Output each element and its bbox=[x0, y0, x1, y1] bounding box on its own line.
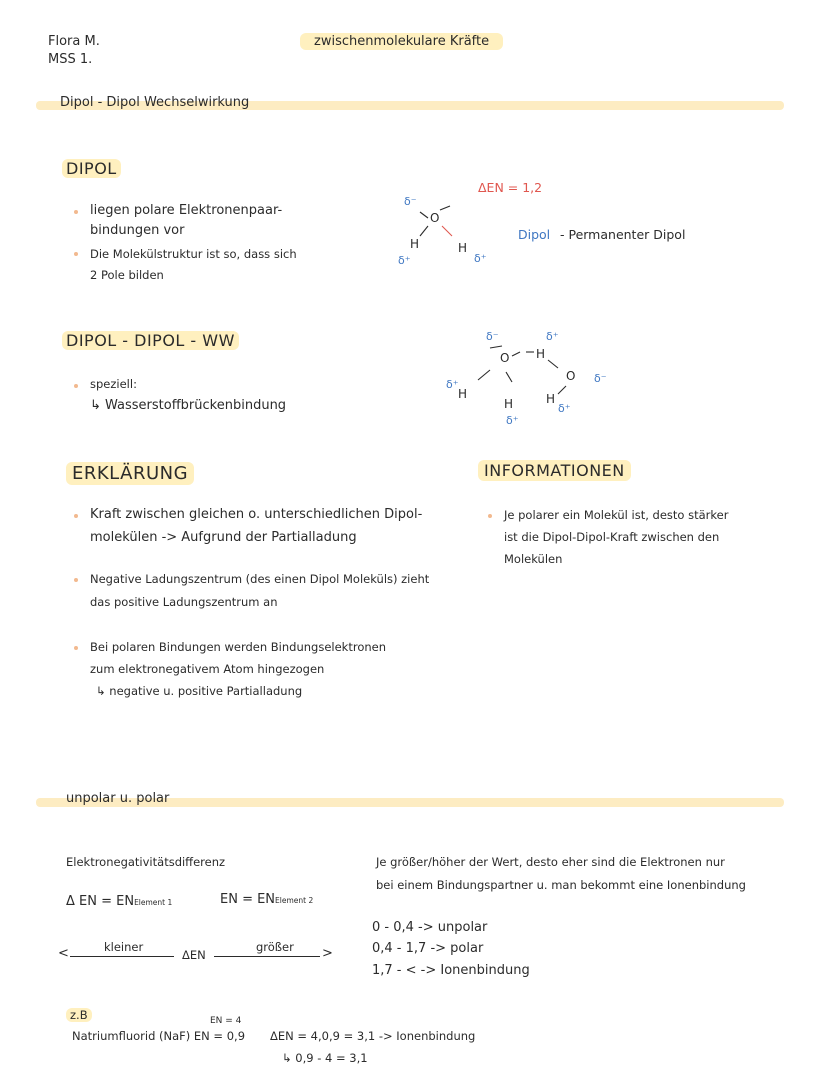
hydrogen-atom: H bbox=[536, 347, 546, 361]
example-calc: ΔEN = 4,0,9 = 3,1 -> Ionenbindung bbox=[270, 1029, 476, 1043]
course-label: MSS 1. bbox=[48, 52, 93, 67]
bullet bbox=[74, 514, 78, 518]
example-label: z.B bbox=[66, 1008, 92, 1022]
delta-minus-symbol: δ⁻ bbox=[486, 330, 499, 343]
dipol-bullet1-line1: liegen polare Elektronenpaar- bbox=[90, 203, 283, 218]
range-row: 0 - 0,4 -> unpolar bbox=[372, 920, 488, 935]
heading-erklaerung: ERKLÄRUNG bbox=[66, 462, 194, 485]
bullet bbox=[74, 384, 78, 388]
oxygen-atom: O bbox=[566, 369, 576, 383]
dipol-description: - Permanenter Dipol bbox=[560, 227, 686, 242]
scale-label-en: ΔEN bbox=[182, 948, 206, 962]
delta-plus-symbol: δ⁺ bbox=[546, 330, 559, 343]
oxygen-atom: O bbox=[500, 351, 510, 365]
erklaerung-b3-line2: zum elektronegativem Atom hingezogen bbox=[90, 662, 325, 676]
formula-en: EN = ENElement 2 bbox=[220, 892, 314, 907]
heading-informationen: INFORMATIONEN bbox=[478, 460, 631, 481]
page-title: zwischenmolekulare Kräfte bbox=[300, 33, 503, 50]
example-calc2: ↳ 0,9 - 4 = 3,1 bbox=[282, 1051, 368, 1065]
water-molecule-pair bbox=[446, 330, 607, 427]
delta-plus-symbol: δ⁺ bbox=[506, 414, 519, 427]
info-line3: Molekülen bbox=[504, 552, 563, 566]
heading-dipol: DIPOL bbox=[62, 159, 121, 178]
scale-label-smaller: kleiner bbox=[104, 940, 144, 954]
ddww-arrow-line: ↳ Wasserstoffbrückenbindung bbox=[90, 398, 287, 413]
oxygen-atom: O bbox=[430, 211, 440, 225]
section-title-dipol-ww: Dipol - Dipol Wechselwirkung bbox=[60, 95, 250, 110]
en-difference: ΔEN = 1,2 bbox=[478, 180, 543, 195]
formula-delta-en: Δ EN = ENElement 1 bbox=[66, 894, 173, 909]
author-name: Flora M. bbox=[48, 34, 100, 49]
section-title-unpolar-polar: unpolar u. polar bbox=[66, 791, 170, 806]
delta-minus-symbol: δ⁻ bbox=[404, 195, 417, 208]
hydrogen-atom: H bbox=[546, 392, 556, 406]
formula-subscript: Element 1 bbox=[134, 898, 173, 907]
erklaerung-b1-line2: molekülen -> Aufgrund der Partialladung bbox=[90, 530, 357, 545]
en-note-line2: bei einem Bindungspartner u. man bekommt eine Ionenbindung bbox=[376, 878, 746, 892]
dipol-bullet1-line2: bindungen vor bbox=[90, 223, 185, 238]
en-heading: Elektronegativitätsdifferenz bbox=[66, 855, 226, 869]
bullet bbox=[488, 514, 492, 518]
example-en4: EN = 4 bbox=[210, 1016, 242, 1026]
dipol-bullet2-line1: Die Molekülstruktur ist so, dass sich bbox=[90, 247, 297, 261]
scale-arrow-right: > bbox=[322, 946, 333, 961]
erklaerung-b1-line1: Kraft zwischen gleichen o. unterschiedlichen Dipol- bbox=[90, 507, 423, 522]
delta-plus-symbol: δ⁺ bbox=[474, 252, 487, 265]
info-line1: Je polarer ein Molekül ist, desto stärker bbox=[504, 508, 729, 522]
delta-plus-symbol: δ⁺ bbox=[446, 378, 459, 391]
scale-line-right bbox=[214, 956, 320, 957]
ddww-bullet: speziell: bbox=[90, 377, 137, 391]
hydrogen-atom: H bbox=[458, 387, 468, 401]
erklaerung-b2-line1: Negative Ladungszentrum (des einen Dipol Moleküls) zieht bbox=[90, 572, 430, 586]
bullet bbox=[74, 578, 78, 582]
dipol-bullet2-line2: 2 Pole bilden bbox=[90, 268, 164, 282]
bullet bbox=[74, 646, 78, 650]
hydrogen-atom: H bbox=[410, 237, 420, 251]
delta-plus-symbol: δ⁺ bbox=[558, 402, 571, 415]
hydrogen-atom: H bbox=[504, 397, 514, 411]
dipol-label: Dipol bbox=[518, 227, 551, 242]
water-molecule-single bbox=[398, 195, 487, 267]
heading-dipol-dipol-ww: DIPOL - DIPOL - WW bbox=[62, 331, 239, 350]
example-main: Natriumfluorid (NaF) EN = 0,9 bbox=[72, 1029, 246, 1043]
delta-plus-symbol: δ⁺ bbox=[398, 254, 411, 267]
hydrogen-atom: H bbox=[458, 241, 468, 255]
erklaerung-b3-line3: ↳ negative u. positive Partialladung bbox=[96, 684, 303, 698]
scale-line-left bbox=[70, 956, 174, 957]
scale-arrow-left: < bbox=[58, 946, 69, 961]
erklaerung-b2-line2: das positive Ladungszentrum an bbox=[90, 595, 278, 609]
en-note-line1: Je größer/höher der Wert, desto eher sind die Elektronen nur bbox=[376, 855, 725, 869]
scale-label-larger: größer bbox=[256, 940, 294, 954]
range-row: 0,4 - 1,7 -> polar bbox=[372, 941, 484, 956]
range-row: 1,7 - < -> Ionenbindung bbox=[372, 963, 530, 978]
info-line2: ist die Dipol-Dipol-Kraft zwischen den bbox=[504, 530, 720, 544]
erklaerung-b3-line1: Bei polaren Bindungen werden Bindungselektronen bbox=[90, 640, 387, 654]
formula-subscript: Element 2 bbox=[275, 896, 314, 905]
delta-minus-symbol: δ⁻ bbox=[594, 372, 607, 385]
